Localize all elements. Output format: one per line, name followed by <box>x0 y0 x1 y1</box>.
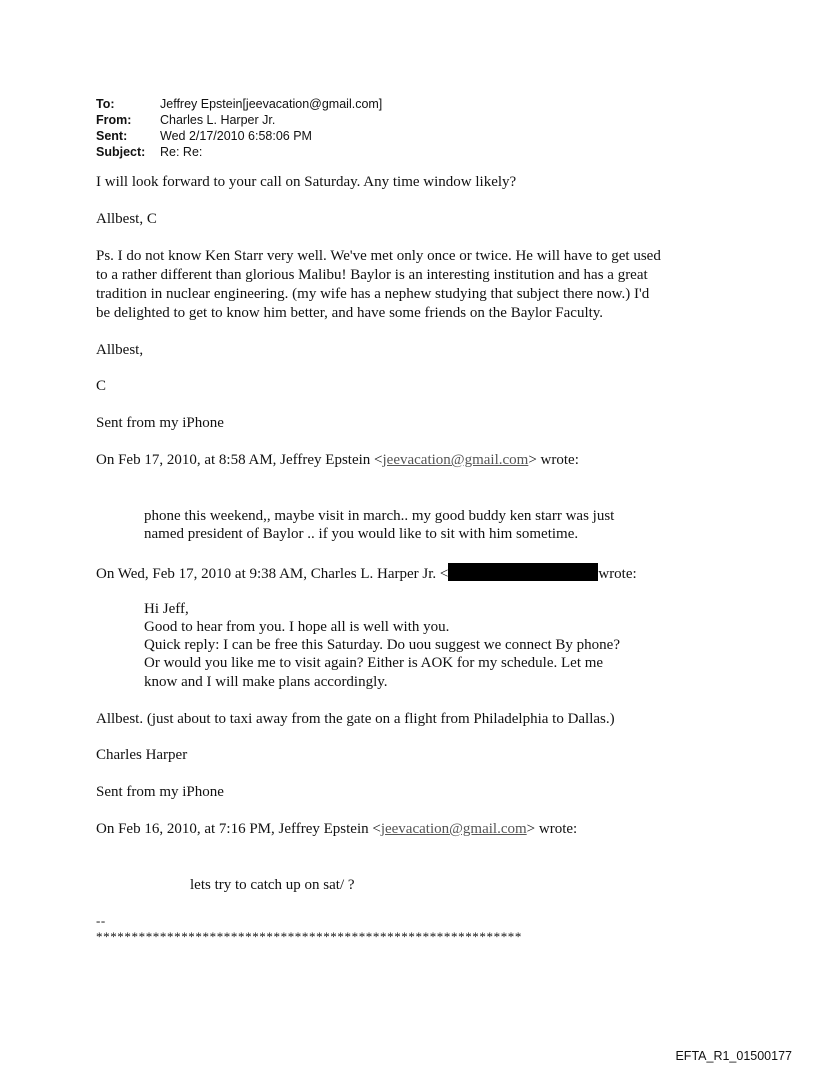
sent-label: Sent: <box>96 129 128 143</box>
quote-2-line-1: Hi Jeff, <box>144 601 189 617</box>
body-paragraph-3-line-3: tradition in nuclear engineering. (my wife has a nephew studying that subject there now.) I'd <box>96 286 650 302</box>
email-header <box>96 96 382 160</box>
sent-value: Wed 2/17/2010 6:58:06 PM <box>160 129 312 143</box>
from-value: Charles L. Harper Jr. <box>160 113 276 127</box>
quote-1-line-1: phone this weekend,, maybe visit in march.. my good buddy ken starr was just <box>144 508 615 524</box>
to-label: To: <box>96 97 115 111</box>
body-paragraph-5: C <box>96 378 107 394</box>
quote-2-line-3: Quick reply: I can be free this Saturday. Do uou suggest we connect By phone? <box>144 637 620 653</box>
quote-1-header <box>96 451 579 470</box>
document-id: EFTA_R1_01500177 <box>675 1049 792 1063</box>
body-paragraph-3-line-2: to a rather different than glorious Malibu! Baylor is an interesting institution and has a great <box>96 267 648 283</box>
body-paragraph-9: Sent from my iPhone <box>96 784 224 800</box>
body-paragraph-7: Allbest. (just about to taxi away from the gate on a flight from Philadelphia to Dallas.) <box>96 711 615 727</box>
quote-2-suffix: wrote: <box>598 566 637 582</box>
subject-value: Re: Re: <box>160 145 203 159</box>
quote-3-header <box>96 820 577 839</box>
body-paragraph-6: Sent from my iPhone <box>96 415 224 431</box>
quote-2-line-5: know and I will make plans accordingly. <box>144 674 388 690</box>
header-to-row <box>96 96 382 112</box>
body-paragraph-8: Charles Harper <box>96 747 188 763</box>
body-paragraph-1: I will look forward to your call on Saturday. Any time window likely? <box>96 174 517 190</box>
header-sent-row <box>96 128 382 144</box>
quote-1-suffix: > wrote: <box>528 452 579 468</box>
quote-2-prefix: On Wed, Feb 17, 2010 at 9:38 AM, Charles L. Harper Jr. < <box>96 566 449 582</box>
header-subject-row <box>96 144 382 160</box>
subject-label: Subject: <box>96 145 146 159</box>
quote-2-line-4: Or would you like me to visit again? Either is AOK for my schedule. Let me <box>144 655 604 671</box>
quote-1-line-2: named president of Baylor .. if you would like to sit with him sometime. <box>144 526 579 542</box>
quote-3-suffix: > wrote: <box>526 821 578 837</box>
quote-2-header <box>96 563 637 584</box>
body-paragraph-3-line-4: be delighted to get to know him better, and have some friends on the Baylor Faculty. <box>96 305 604 321</box>
header-from-row <box>96 112 382 128</box>
from-label: From: <box>96 113 132 127</box>
body-paragraph-3-line-1: Ps. I do not know Ken Starr very well. We've met only once or twice. He will have to get used <box>96 248 661 264</box>
redaction-bar <box>448 563 598 581</box>
body-paragraph-4: Allbest, <box>96 342 144 358</box>
signature-dash: -- <box>96 913 106 928</box>
quote-3-email-link[interactable]: jeevacation@gmail.com <box>380 821 527 837</box>
signature-stars: ************************************************************ <box>96 929 522 944</box>
quote-3-line-1: lets try to catch up on sat/ ? <box>190 877 355 893</box>
quote-1-prefix: On Feb 17, 2010, at 8:58 AM, Jeffrey Epstein < <box>96 452 383 468</box>
to-value: Jeffrey Epstein[jeevacation@gmail.com] <box>160 97 383 111</box>
quote-2-line-2: Good to hear from you. I hope all is well with you. <box>144 619 450 635</box>
quote-3-prefix: On Feb 16, 2010, at 7:16 PM, Jeffrey Epstein < <box>96 821 381 837</box>
body-paragraph-2: Allbest, C <box>96 211 157 227</box>
quote-1-email-link[interactable]: jeevacation@gmail.com <box>382 452 529 468</box>
